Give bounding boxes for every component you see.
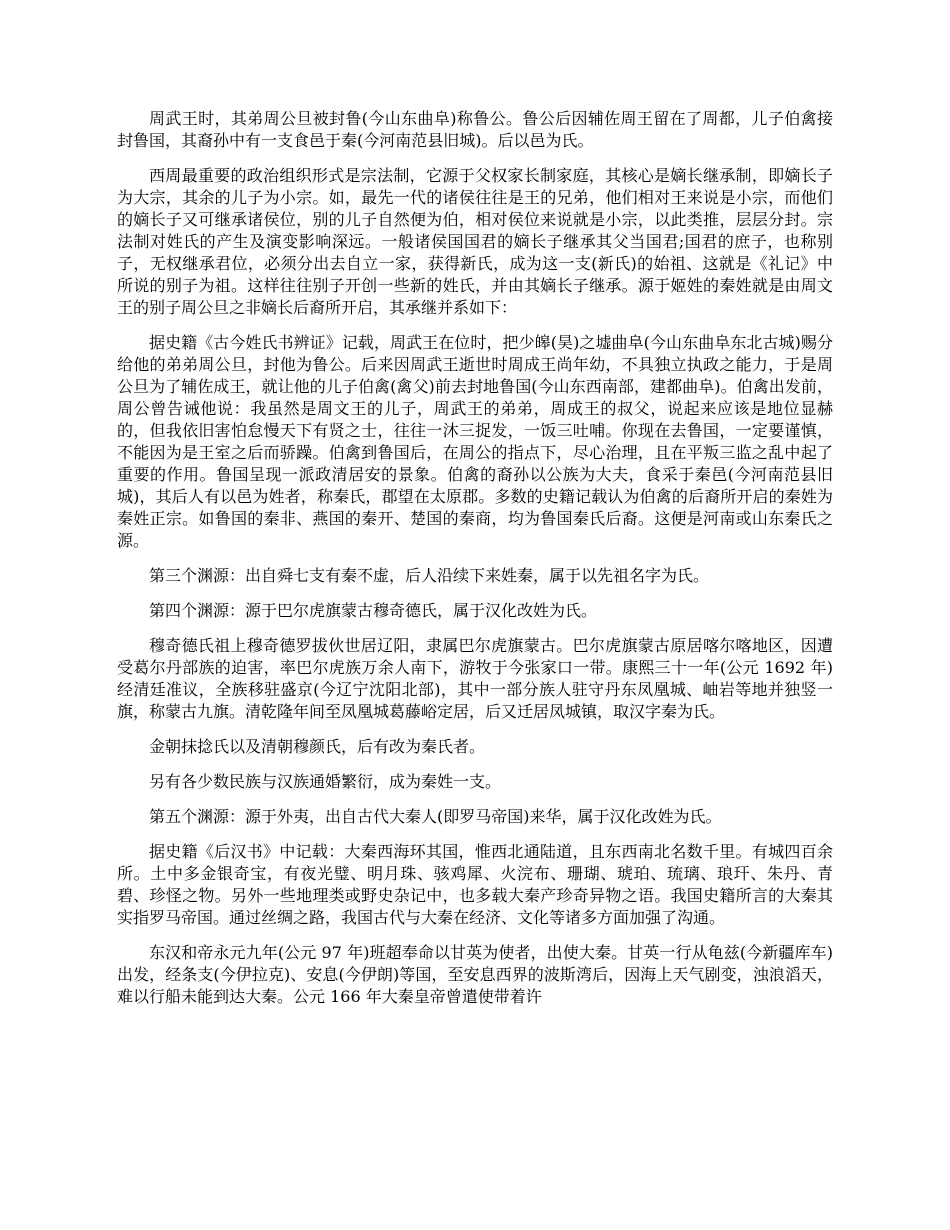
paragraph-5: 第四个渊源：源于巴尔虎旗蒙古穆奇德氏，属于汉化改姓为氏。 (149, 601, 598, 620)
paragraph-2: 西周最重要的政治组织形式是宗法制，它源于父权家长制家庭，其核心是嫡长继承制，即嫡长子为大宗，其余的儿子为小宗。如，最先一代的诸侯往往是王的兄弟，他们相对王来说是小宗，而他们的嫡长子又可继承诸侯位，别的儿子自然便为伯，相对侯位来说就是小宗，以此类推，层层分封。宗法制对姓氏的产生及演变影响深远。一般诸侯国国君的嫡长子继承其父当国君;国君的庶子，也称别子，无权继承君位，必须分出去自立一家，获得新氏，成为这一支(新氏)的始祖、这就是《礼记》中所说的别子为祖。这样往往别子开创一些新的姓氏，并由其嫡长子继承。源于姬姓的秦姓就是由周文王的别子周公旦之非嫡长后裔所开启，其承继并系如下： (117, 166, 833, 317)
paragraph-4: 第三个渊源：出自舜七支有秦不虚，后人沿续下来姓秦，属于以先祖名字为氏。 (149, 566, 710, 585)
paragraph-7: 金朝抹捻氏以及清朝穆颜氏，后有改为秦氏者。 (149, 737, 486, 756)
paragraph-8: 另有各少数民族与汉族通婚繁衍，成为秦姓一支。 (149, 772, 502, 791)
paragraph-10: 据史籍《后汉书》中记载：大秦西海环其国，惟西北通陆道，且东西南北名数千里。有城四百余所。土中多金银奇宝，有夜光璧、明月珠、骇鸡犀、火浣布、珊瑚、琥珀、琉璃、琅玕、朱丹、青碧、珍怪之物。另外一些地理类或野史杂记中，也多载大秦产珍奇异物之语。我国史籍所言的大秦其实指罗马帝国。通过丝绸之路，我国古代与大秦在经济、文化等诸多方面加强了沟通。 (117, 842, 833, 927)
paragraph-3: 据史籍《古今姓氏书辨证》记载，周武王在位时，把少皞(昊)之墟曲阜(今山东曲阜东北古城)赐分给他的弟弟周公旦，封他为鲁公。后来因周武王逝世时周成王尚年幼，不具独立执政之能力，于是周公旦为了辅佐成王，就让他的儿子伯禽(禽父)前去封地鲁国(今山东西南部，建都曲阜)。伯禽出发前，周公曾告诫他说：我虽然是周文王的儿子，周武王的弟弟，周成王的叔父，说起来应该是地位显赫的，但我依旧害怕怠慢天下有贤之士，往往一沐三捉发，一饭三吐哺。你现在去鲁国，一定要谨慎，不能因为是王室之后而骄躁。伯禽到鲁国后，在周公的指点下，尽心治理，且在平叛三监之乱中起了重要的作用。鲁国呈现一派政清居安的景象。伯禽的裔孙以公族为大夫，食采于秦邑(今河南范县旧城)，其后人有以邑为姓者，称秦氏，郡望在太原郡。多数的史籍记载认为伯禽的后裔所开启的秦姓为秦姓正宗。如鲁国的秦非、燕国的秦开、楚国的秦商，均为鲁国秦氏后裔。这便是河南或山东秦氏之源。 (117, 333, 833, 550)
paragraph-1: 周武王时，其弟周公旦被封鲁(今山东曲阜)称鲁公。鲁公后因辅佐周王留在了周都，儿子伯禽接封鲁国，其裔孙中有一支食邑于秦(今河南范县旧城)。后以邑为氏。 (117, 109, 833, 150)
paragraph-6: 穆奇德氏祖上穆奇德罗拔伙世居辽阳，隶属巴尔虎旗蒙古。巴尔虎旗蒙古原居喀尔喀地区，因遭受葛尔丹部族的迫害，率巴尔虎族万余人南下，游牧于今张家口一带。康熙三十一年(公元 1692 年)经清廷准议，全族移驻盛京(今辽宁沈阳北部)，其中一部分族人驻守丹东凤凰城、岫岩等地并独竖一旗，称蒙古九旗。清乾隆年间至凤凰城葛藤峪定居，后又迁居凤城镇，取汉字秦为氏。 (117, 636, 833, 721)
paragraph-9: 第五个渊源：源于外夷，出自古代大秦人(即罗马帝国)来华，属于汉化改姓为氏。 (149, 807, 722, 826)
document-body (117, 108, 833, 1021)
paragraph-11: 东汉和帝永元九年(公元 97 年)班超奉命以甘英为使者，出使大秦。甘英一行从龟兹(今新疆库车)出发，经条支(今伊拉克)、安息(今伊朗)等国，至安息西界的波斯湾后，因海上天气剧变，浊浪滔天，难以行船未能到达大秦。公元 166 年大秦皇帝曾遣使带着许 (117, 943, 833, 1006)
